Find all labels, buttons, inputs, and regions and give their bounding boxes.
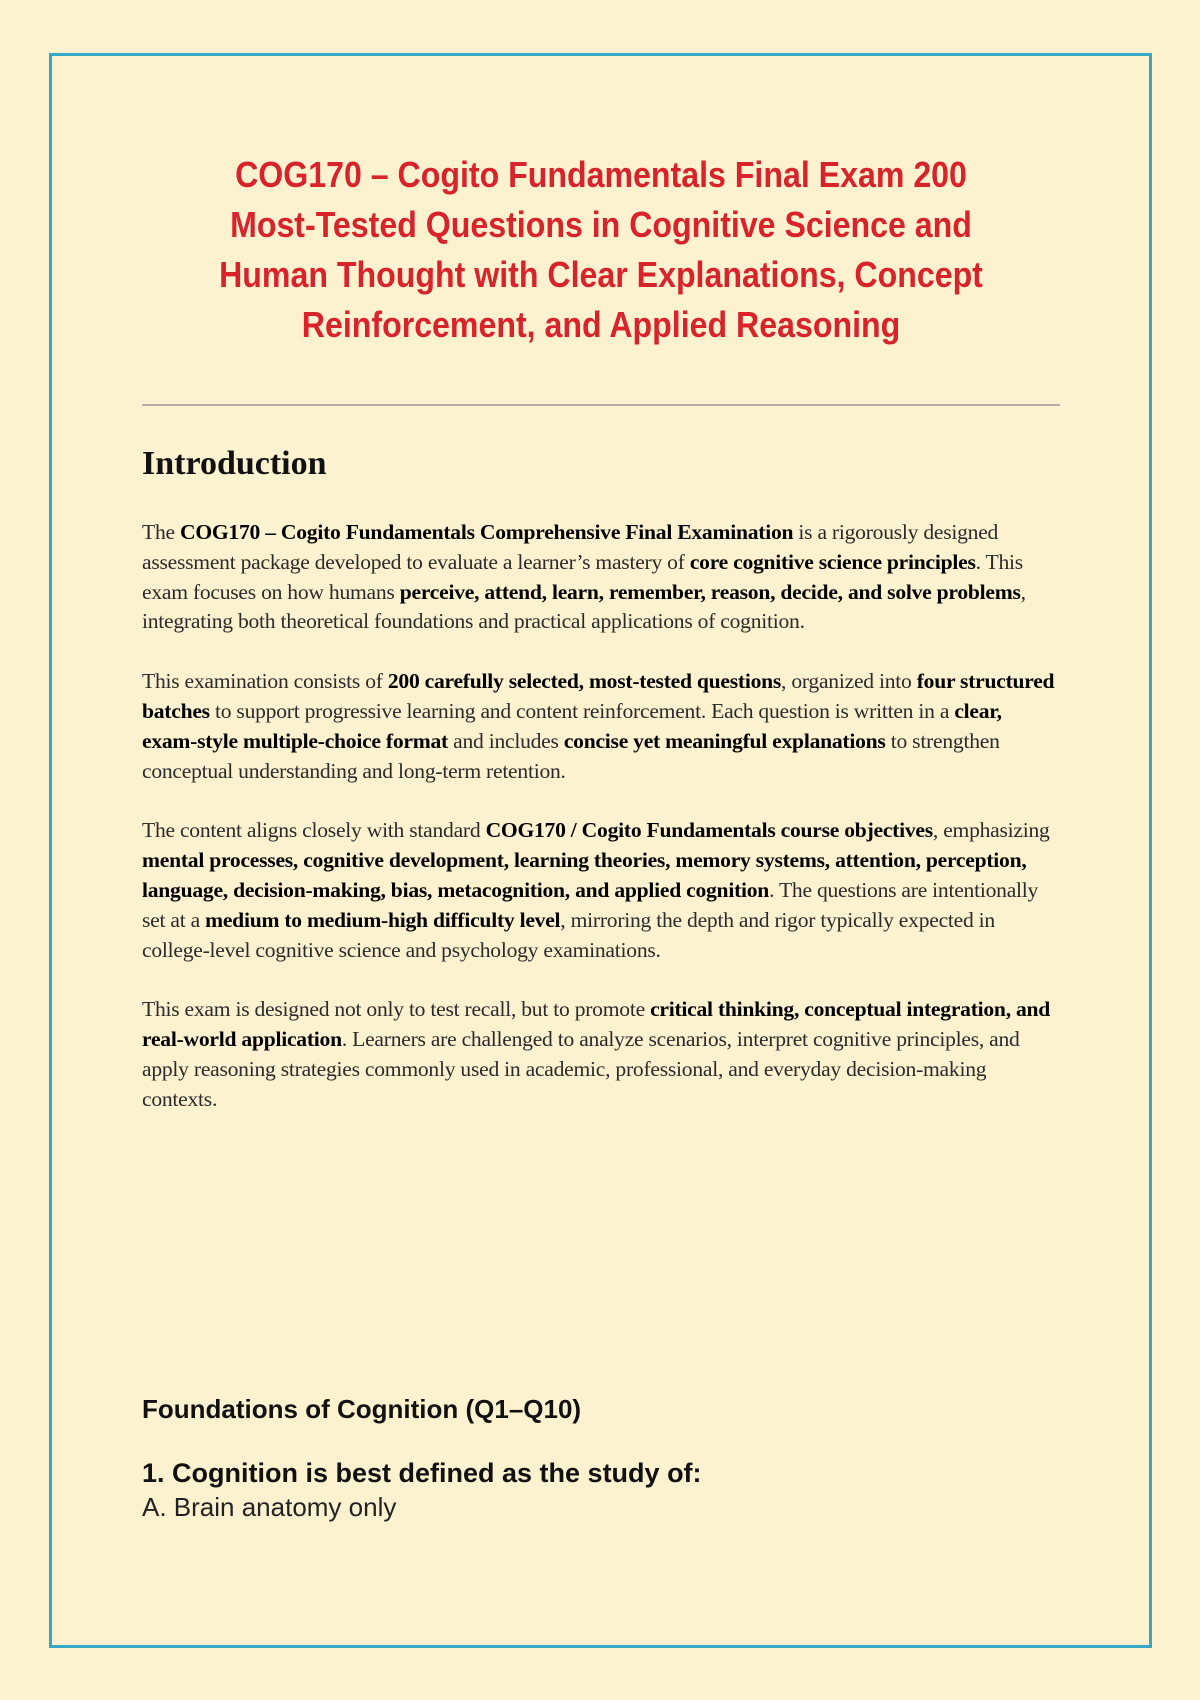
bold-text-run: 200 carefully selected, most-tested questions <box>387 669 782 694</box>
text-run: This exam is designed not only to test recall, but to promote <box>142 997 651 1022</box>
bold-text-run: core cognitive science principles <box>689 549 976 574</box>
answer-option: A. Brain anatomy only <box>142 1492 397 1522</box>
text-run: . Learners are challenged to analyze scenarios, interpret cognitive principles, and apply reasoning strategies commonly used in academic, professional, and everyday decision-making contexts. <box>142 1027 1020 1111</box>
text-run: , organized into <box>781 669 917 694</box>
bold-text-run: concise yet meaningful explanations <box>563 728 886 753</box>
intro-paragraph <box>142 995 1060 1114</box>
text-run: . The questions are intentionally set at a <box>142 877 1039 932</box>
text-run: , integrating both theoretical foundations and practical applications of cognition. <box>142 579 1026 634</box>
section-heading: Foundations of Cognition (Q1–Q10) <box>142 1394 582 1424</box>
bold-text-run: perceive, attend, learn, remember, reason, decide, and solve problems <box>399 579 1021 604</box>
text-run: to strengthen conceptual understanding and long-term retention. <box>142 728 1000 783</box>
introduction-heading: Introduction <box>142 445 327 482</box>
question-text: 1. Cognition is best defined as the study of: <box>142 1458 702 1488</box>
text-run: and includes <box>447 728 564 753</box>
document-title: COG170 – Cogito Fundamentals Final Exam 200 Most-Tested Questions in Cognitive Science and Human Thought with Clear Explanations, Concept Reinforcement, and Applied Reasoning <box>219 154 983 345</box>
text-run: This examination consists of <box>142 669 388 694</box>
bold-text-run: COG170 / Cogito Fundamentals course objectives <box>485 818 933 843</box>
bold-text-run: clear, exam-style multiple-choice format <box>142 698 1002 753</box>
bold-text-run: critical thinking, conceptual integration, and real-world application <box>142 997 1051 1052</box>
text-run: . This exam focuses on how humans <box>142 549 1023 604</box>
bold-text-run: medium to medium-high difficulty level <box>205 907 561 932</box>
text-run: to support progressive learning and content reinforcement. Each question is written in a <box>209 698 955 723</box>
document-body <box>142 150 1060 1145</box>
question-block <box>142 1456 1042 1524</box>
title-divider <box>142 404 1060 406</box>
bold-text-run: mental processes, cognitive development, learning theories, memory systems, attention, perception, language, decision-making, bias, metacognition, and applied cognition <box>142 848 1027 902</box>
bold-text-run: COG170 – Cogito Fundamentals Comprehensive Final Examination <box>179 520 794 544</box>
text-run: The content aligns closely with standard <box>142 818 486 843</box>
intro-paragraph <box>142 667 1060 786</box>
text-run: is a rigorously designed assessment package developed to evaluate a learner’s mastery of <box>142 520 999 574</box>
intro-paragraph <box>142 518 1060 637</box>
intro-paragraph <box>142 816 1060 965</box>
text-run: The <box>142 520 180 544</box>
bold-text-run: four structured batches <box>142 669 1055 723</box>
text-run: , emphasizing <box>932 818 1050 843</box>
text-run: , mirroring the depth and rigor typically expected in college-level cognitive science and psychology examinations. <box>142 907 995 962</box>
introduction-text <box>142 518 1060 1115</box>
